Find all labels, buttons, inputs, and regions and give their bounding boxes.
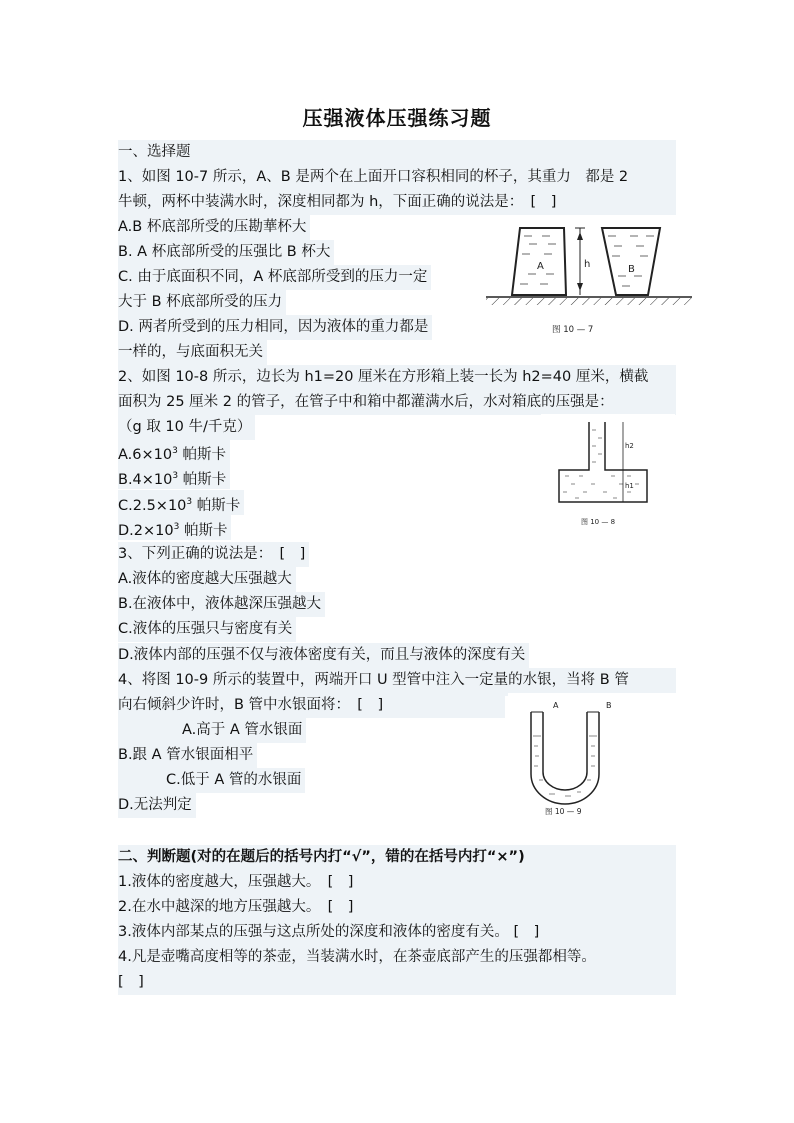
q4-option-c: C.低于 A 管的水银面 [118, 768, 305, 793]
q1-stem-line2: 牛顿，两杯中装满水时，深度相同都为 h，下面正确的说法是： [ ] [118, 190, 676, 215]
h2-label: h2 [625, 442, 634, 450]
box-tube-diagram [541, 414, 675, 540]
q2-option-a: $A.6\times 10^3$ 帕斯卡 [118, 439, 230, 464]
q4-option-b: B.跟 A 管水银面相平 [118, 743, 257, 768]
section-choice-heading: 一、选择题 [118, 140, 676, 165]
figure-10-7-caption: 图 10 — 7 [552, 325, 594, 335]
q3-option-a: A.液体的密度越大压强越大 [118, 567, 296, 592]
figure-10-8-caption: 图 10 — 8 [581, 518, 616, 526]
tube-b-label: B [606, 701, 612, 710]
q1-option-d-line2: 一样的，与底面积无关 [118, 340, 267, 365]
q1-option-c-line2: 大于 B 杯底部所受的压力 [118, 290, 286, 315]
q2-option-c: $C.2.5\times 10^3$ 帕斯卡 [118, 490, 244, 515]
q2-stem-line3: （g 取 10 牛/千克） [118, 415, 255, 440]
q2-option-d: $D.2\times 10^3$ 帕斯卡 [118, 515, 231, 540]
cup-a-label: A [537, 261, 544, 272]
q3-option-d: D.液体内部的压强不仅与液体密度有关，而且与液体的深度有关 [118, 643, 529, 668]
cups-diagram [484, 222, 694, 340]
h1-label: h1 [625, 482, 634, 490]
q4-stem-line2: 向右倾斜少许时，B 管中水银面将： [ ] [118, 693, 508, 718]
q4-option-a: A.高于 A 管水银面 [118, 718, 306, 743]
tube-a-label: A [553, 701, 559, 710]
q1-option-d-line1: D. 两者所受到的压力相同，因为液体的重力都是 [118, 315, 432, 340]
q2-option-b: $B.4\times 10^3$ 帕斯卡 [118, 464, 230, 489]
figure-10-7 [484, 222, 694, 340]
q1-stem-line1: 1、如图 10-7 所示，A、B 是两个在上面开口容积相同的杯子，其重力 都是 2 [118, 165, 676, 190]
judge-item-2: 2.在水中越深的地方压强越大。 [ ] [118, 895, 676, 920]
figure-10-9-caption: 图 10 — 9 [545, 807, 582, 816]
section-judge-heading: 二、判断题(对的在题后的括号内打“√”，错的在括号内打“×”) [118, 845, 676, 870]
figure-10-8 [541, 414, 675, 540]
judge-item-1: 1.液体的密度越大，压强越大。 [ ] [118, 870, 676, 895]
q3-option-b: B.在液体中，液体越深压强越大 [118, 592, 325, 617]
q4-option-d: D.无法判定 [118, 793, 196, 818]
page-title: 压强液体压强练习题 [302, 106, 492, 130]
figure-10-9 [505, 696, 625, 820]
q2-stem-line1: 2、如图 10-8 所示，边长为 h1=20 厘米在方形箱上装一长为 h2=40 厘米，横截 [118, 365, 676, 390]
judge-item-3: 3.液体内部某点的压强与这点所处的深度和液体的密度有关。 [ ] [118, 920, 676, 945]
q4-stem-line1: 4、将图 10-9 所示的装置中，两端开口 U 型管中注入一定量的水银，当将 B 管 [118, 668, 676, 693]
q1-option-b: B. A 杯底部所受的压强比 B 杯大 [118, 240, 334, 265]
q1-option-c-line1: C. 由于底面积不同，A 杯底部所受到的压力一定 [118, 265, 431, 290]
q1-option-a: A.B 杯底部所受的压勘華杯大 [118, 215, 310, 240]
q3-option-c: C.液体的压强只与密度有关 [118, 617, 296, 642]
q3-stem: 3、下列正确的说法是： [ ] [118, 542, 309, 567]
q2-stem-line2: 面积为 25 厘米 2 的管子，在管子中和箱中都灌满水后，水对箱底的压强是： [118, 390, 676, 415]
height-h-label: h [584, 259, 591, 270]
judge-item-4-bracket: [ ] [118, 970, 676, 995]
cup-b-label: B [628, 264, 635, 275]
u-tube-diagram [505, 696, 625, 820]
judge-item-4: 4.凡是壶嘴高度相等的茶壶，当装满水时，在茶壶底部产生的压强都相等。 [118, 945, 676, 970]
